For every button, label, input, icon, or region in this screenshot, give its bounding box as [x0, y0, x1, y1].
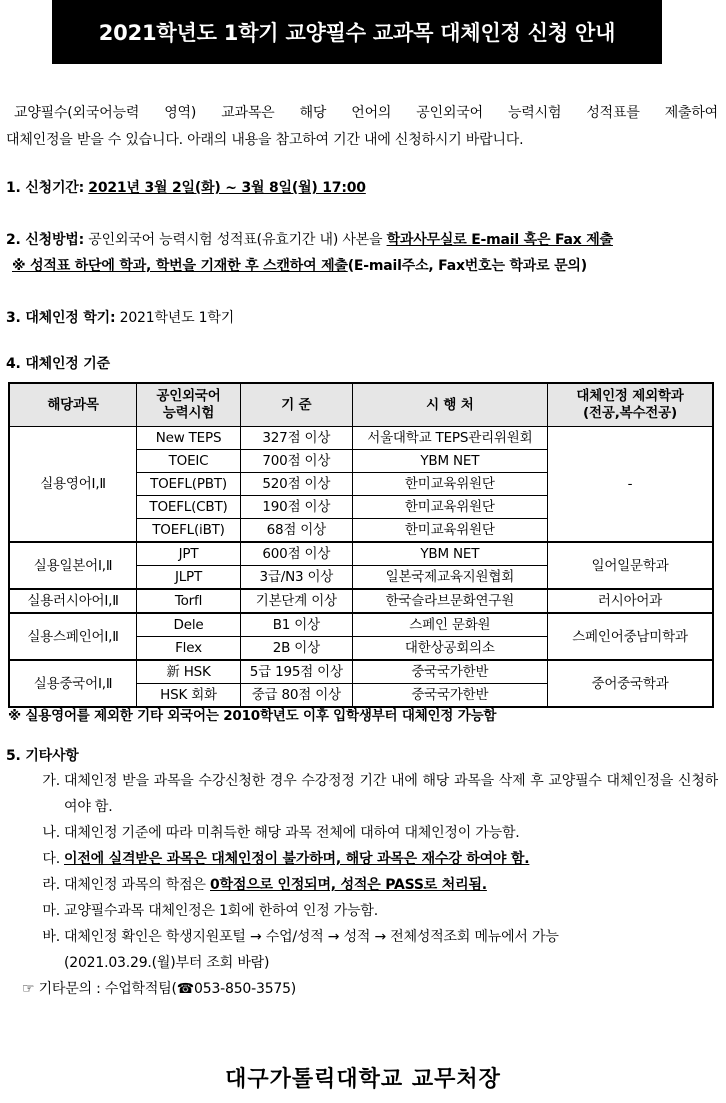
cell-criterion: 68점 이상 [240, 519, 352, 543]
section-etc-label: 5. 기타사항 [6, 748, 79, 764]
cell-subject: 실용영어Ⅰ,Ⅱ [9, 427, 137, 543]
etc-item-text: 대체인정 확인은 학생지원포털 → 수업/성적 → 성적 → 전체성적조회 메뉴에서 가능 [64, 929, 559, 945]
etc-item-mark: 라. [42, 877, 60, 893]
cell-excluded: 중어중국학과 [548, 660, 713, 707]
etc-item-text-2: (2021.03.29.(월)부터 조회 바람) [64, 955, 270, 971]
cell-criterion: 520점 이상 [240, 473, 352, 496]
table-header-row [9, 383, 713, 427]
cell-org: 스페인 문화원 [352, 613, 547, 637]
cell-exam: JPT [137, 542, 241, 566]
footer-signature: 대구가톨릭대학교 교무처장 [225, 1067, 501, 1092]
section-method-note-underlined: ※ 성적표 하단에 학과, 학번을 기재한 후 스캔하여 제출 [12, 258, 348, 274]
table-body [9, 427, 713, 708]
cell-criterion: 2B 이상 [240, 637, 352, 661]
header-org: 시 행 처 [352, 383, 547, 427]
cell-subject: 실용러시아어Ⅰ,Ⅱ [9, 589, 137, 613]
cell-org: 한국슬라브문화연구원 [352, 589, 547, 613]
cell-criterion: 3급/N3 이상 [240, 566, 352, 590]
cell-org: 대한상공회의소 [352, 637, 547, 661]
intro-paragraph [6, 100, 718, 154]
table-row [9, 613, 713, 637]
cell-exam: Flex [137, 637, 241, 661]
cell-criterion: B1 이상 [240, 613, 352, 637]
page-title: 2021학년도 1학기 교양필수 교과목 대체인정 신청 안내 [52, 0, 662, 64]
etc-item [20, 768, 718, 820]
cell-criterion: 327점 이상 [240, 427, 352, 450]
section-method [6, 228, 613, 252]
etc-item-mark: 마. [42, 903, 60, 919]
section-semester-value: 2021학년도 1학기 [119, 310, 235, 326]
cell-excluded: - [548, 427, 713, 543]
cell-org: 서울대학교 TEPS관리위원회 [352, 427, 547, 450]
header-subject: 해당과목 [9, 383, 137, 427]
etc-item [20, 924, 718, 976]
etc-item-text: 0학점으로 인정되며, 성적은 PASS로 처리됨. [210, 877, 487, 893]
cell-exam: New TEPS [137, 427, 241, 450]
header-excluded: 대체인정 제외학과 (전공,복수전공) [548, 383, 713, 427]
section-method-emphasis: 학과사무실로 E-mail 혹은 Fax 제출 [386, 232, 613, 248]
etc-item-text: 이전에 실격받은 과목은 대체인정이 불가하며, 해당 과목은 재수강 하여야 함. [64, 851, 530, 867]
etc-item-text: 교양필수과목 대체인정은 1회에 한하여 인정 가능함. [64, 903, 379, 919]
cell-exam: 新 HSK [137, 660, 241, 684]
cell-subject: 실용일본어Ⅰ,Ⅱ [9, 542, 137, 589]
section-criteria-label: 4. 대체인정 기준 [6, 356, 110, 372]
intro-line-1: 교양필수(외국어능력 영역) 교과목은 해당 언어의 공인외국어 능력시험 성적표를 제출하여 [14, 105, 718, 121]
section-method-note [12, 254, 587, 278]
cell-exam: TOEFL(PBT) [137, 473, 241, 496]
etc-item-mark: 가. [42, 773, 60, 789]
etc-item [20, 820, 718, 846]
cell-criterion: 5급 195점 이상 [240, 660, 352, 684]
section-criteria [6, 352, 110, 376]
section-method-text: 공인외국어 능력시험 성적표(유효기간 내) 사본을 [88, 232, 383, 248]
cell-org: 일본국제교육지원협회 [352, 566, 547, 590]
header-criterion: 기 준 [240, 383, 352, 427]
cell-excluded: 일어일문학과 [548, 542, 713, 589]
etc-item-text: 대체인정 기준에 따라 미취득한 해당 과목 전체에 대하여 대체인정이 가능함. [64, 825, 520, 841]
cell-criterion: 기본단계 이상 [240, 589, 352, 613]
cell-subject: 실용중국어Ⅰ,Ⅱ [9, 660, 137, 707]
section-method-note-rest: (E-mail주소, Fax번호는 학과로 문의) [347, 258, 587, 274]
table-row [9, 660, 713, 684]
cell-exam: HSK 회화 [137, 684, 241, 708]
section-period [6, 176, 366, 200]
cell-exam: TOEFL(iBT) [137, 519, 241, 543]
cell-exam: JLPT [137, 566, 241, 590]
section-method-label: 2. 신청방법: [6, 232, 85, 248]
cell-exam: TOEIC [137, 450, 241, 473]
section-period-value: 2021년 3월 2일(화) ~ 3월 8일(월) 17:00 [88, 180, 366, 196]
cell-exam: Dele [137, 613, 241, 637]
etc-item-mark: 나. [42, 825, 60, 841]
etc-item [20, 846, 718, 872]
intro-line-2: 대체인정을 받을 수 있습니다. 아래의 내용을 참고하여 기간 내에 신청하시기 바랍니다. [6, 132, 524, 148]
section-etc [6, 744, 718, 976]
cell-org: 한미교육위원단 [352, 519, 547, 543]
cell-criterion: 190점 이상 [240, 496, 352, 519]
cell-exam: TOEFL(CBT) [137, 496, 241, 519]
etc-item [20, 898, 718, 924]
cell-org: YBM NET [352, 450, 547, 473]
table-row [9, 427, 713, 450]
etc-item-text: 대체인정 받을 과목을 수강신청한 경우 수강정정 기간 내에 해당 과목을 삭제 후 교양필수 대체인정을 신청하여야 함. [64, 773, 718, 815]
etc-item-text-pre: 대체인정 과목의 학점은 [64, 877, 210, 893]
criteria-table [8, 382, 714, 708]
header-exam: 공인외국어 능력시험 [137, 383, 241, 427]
cell-criterion: 중급 80점 이상 [240, 684, 352, 708]
section-period-label: 1. 신청기간: [6, 180, 85, 196]
cell-org: 중국국가한반 [352, 684, 547, 708]
cell-org: 한미교육위원단 [352, 473, 547, 496]
cell-subject: 실용스페인어Ⅰ,Ⅱ [9, 613, 137, 660]
cell-excluded: 러시아어과 [548, 589, 713, 613]
table-row [9, 589, 713, 613]
cell-org: YBM NET [352, 542, 547, 566]
cell-org: 한미교육위원단 [352, 496, 547, 519]
cell-excluded: 스페인어중남미학과 [548, 613, 713, 660]
cell-criterion: 600점 이상 [240, 542, 352, 566]
etc-item [20, 872, 718, 898]
section-semester [6, 306, 234, 330]
cell-org: 중국국가한반 [352, 660, 547, 684]
contact-info: ☞ 기타문의 : 수업학적팀(☎053-850-3575) [22, 981, 297, 997]
section-semester-label: 3. 대체인정 학기: [6, 310, 116, 326]
cell-criterion: 700점 이상 [240, 450, 352, 473]
cell-exam: Torfl [137, 589, 241, 613]
etc-item-mark: 다. [42, 851, 60, 867]
etc-item-mark: 바. [42, 929, 60, 945]
table-row [9, 542, 713, 566]
table-note: ※ 실용영어를 제외한 기타 외국어는 2010학년도 이후 입학생부터 대체인정 가능함 [8, 708, 497, 724]
